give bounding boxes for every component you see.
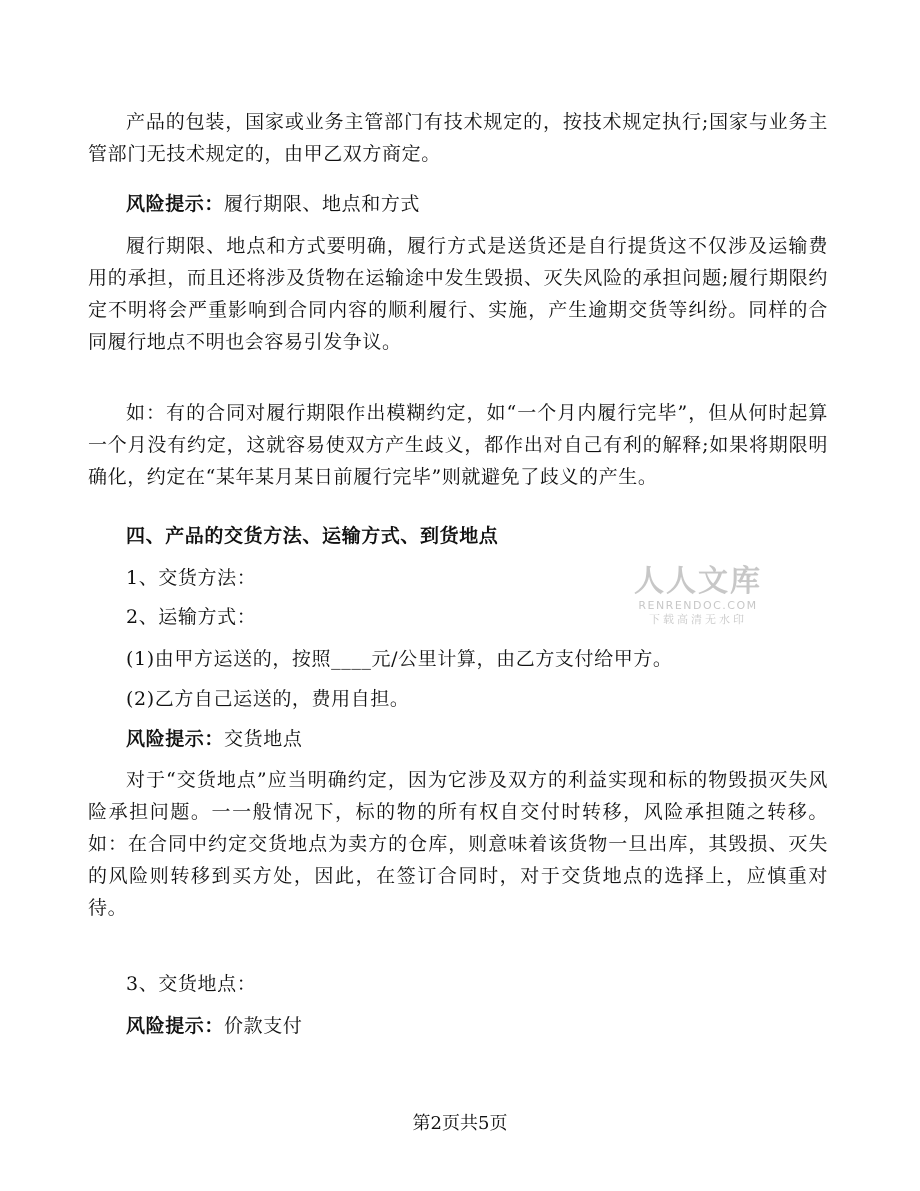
sub-item-party-b-transport: (2)乙方自己运送的，费用自担。	[126, 688, 410, 710]
paragraph-example: 如：有的合同对履行期限作出模糊约定，如“一个月内履行完毕”，但从何时起算一个月没有约定，这就容易使双方产生歧义，都作出对自己有利的解释;如果将期限明确化，约定在“某年某月某日前履行完毕”则就避免了歧义的产生。	[88, 402, 828, 488]
risk-hint-performance	[88, 188, 828, 220]
watermark-domain: RENRENDOC.COM	[638, 599, 758, 612]
watermark-logo	[618, 565, 778, 627]
risk-hint-delivery-place	[88, 723, 828, 755]
risk-hint-payment	[88, 1010, 828, 1042]
sub-item-party-a-transport: (1)由甲方运送的，按照____元/公里计算，由乙方支付给甲方。	[126, 648, 673, 670]
paragraph-packaging: 产品的包装，国家或业务主管部门有技术规定的，按技术规定执行;国家与业务主管部门无技术规定的，由甲乙双方商定。	[88, 111, 828, 165]
risk-hint-label: 风险提示：	[126, 1015, 225, 1037]
risk-hint-text: 价款支付	[224, 1015, 303, 1037]
item-delivery-method: 1、交货方法：	[126, 567, 257, 589]
item-delivery-place: 3、交货地点：	[126, 973, 257, 995]
paragraph-performance-terms: 履行期限、地点和方式要明确，履行方式是送货还是自行提货这不仅涉及运输费用的承担，而且还将涉及货物在运输途中发生毁损、灭失风险的承担问题;履行期限约定不明将会严重影响到合同内容的顺利履行、实施，产生逾期交货等纠纷。同样的合同履行地点不明也会容易引发争议。	[88, 235, 828, 353]
item-transport-method: 2、运输方式：	[126, 606, 257, 628]
watermark-title: 人人文库	[634, 564, 762, 599]
section-heading-4: 四、产品的交货方法、运输方式、到货地点	[126, 525, 499, 547]
paragraph-delivery-place: 对于“交货地点”应当明确约定，因为它涉及双方的利益实现和标的物毁损灭失风险承担问题。一一般情况下，标的物的所有权自交付时转移，风险承担随之转移。如：在合同中约定交货地点为卖方的仓库，则意味着该货物一旦出库，其毁损、灭失的风险则转移到买方处，因此，在签订合同时，对于交货地点的选择上，应慎重对待。	[88, 769, 828, 919]
watermark-tagline: 下载高清无水印	[649, 613, 747, 626]
page-indicator: 第2页共5页	[412, 1113, 508, 1134]
risk-hint-text: 交货地点	[224, 728, 303, 750]
risk-hint-text: 履行期限、地点和方式	[224, 193, 421, 215]
risk-hint-label: 风险提示：	[126, 728, 225, 750]
risk-hint-label: 风险提示：	[126, 193, 225, 215]
